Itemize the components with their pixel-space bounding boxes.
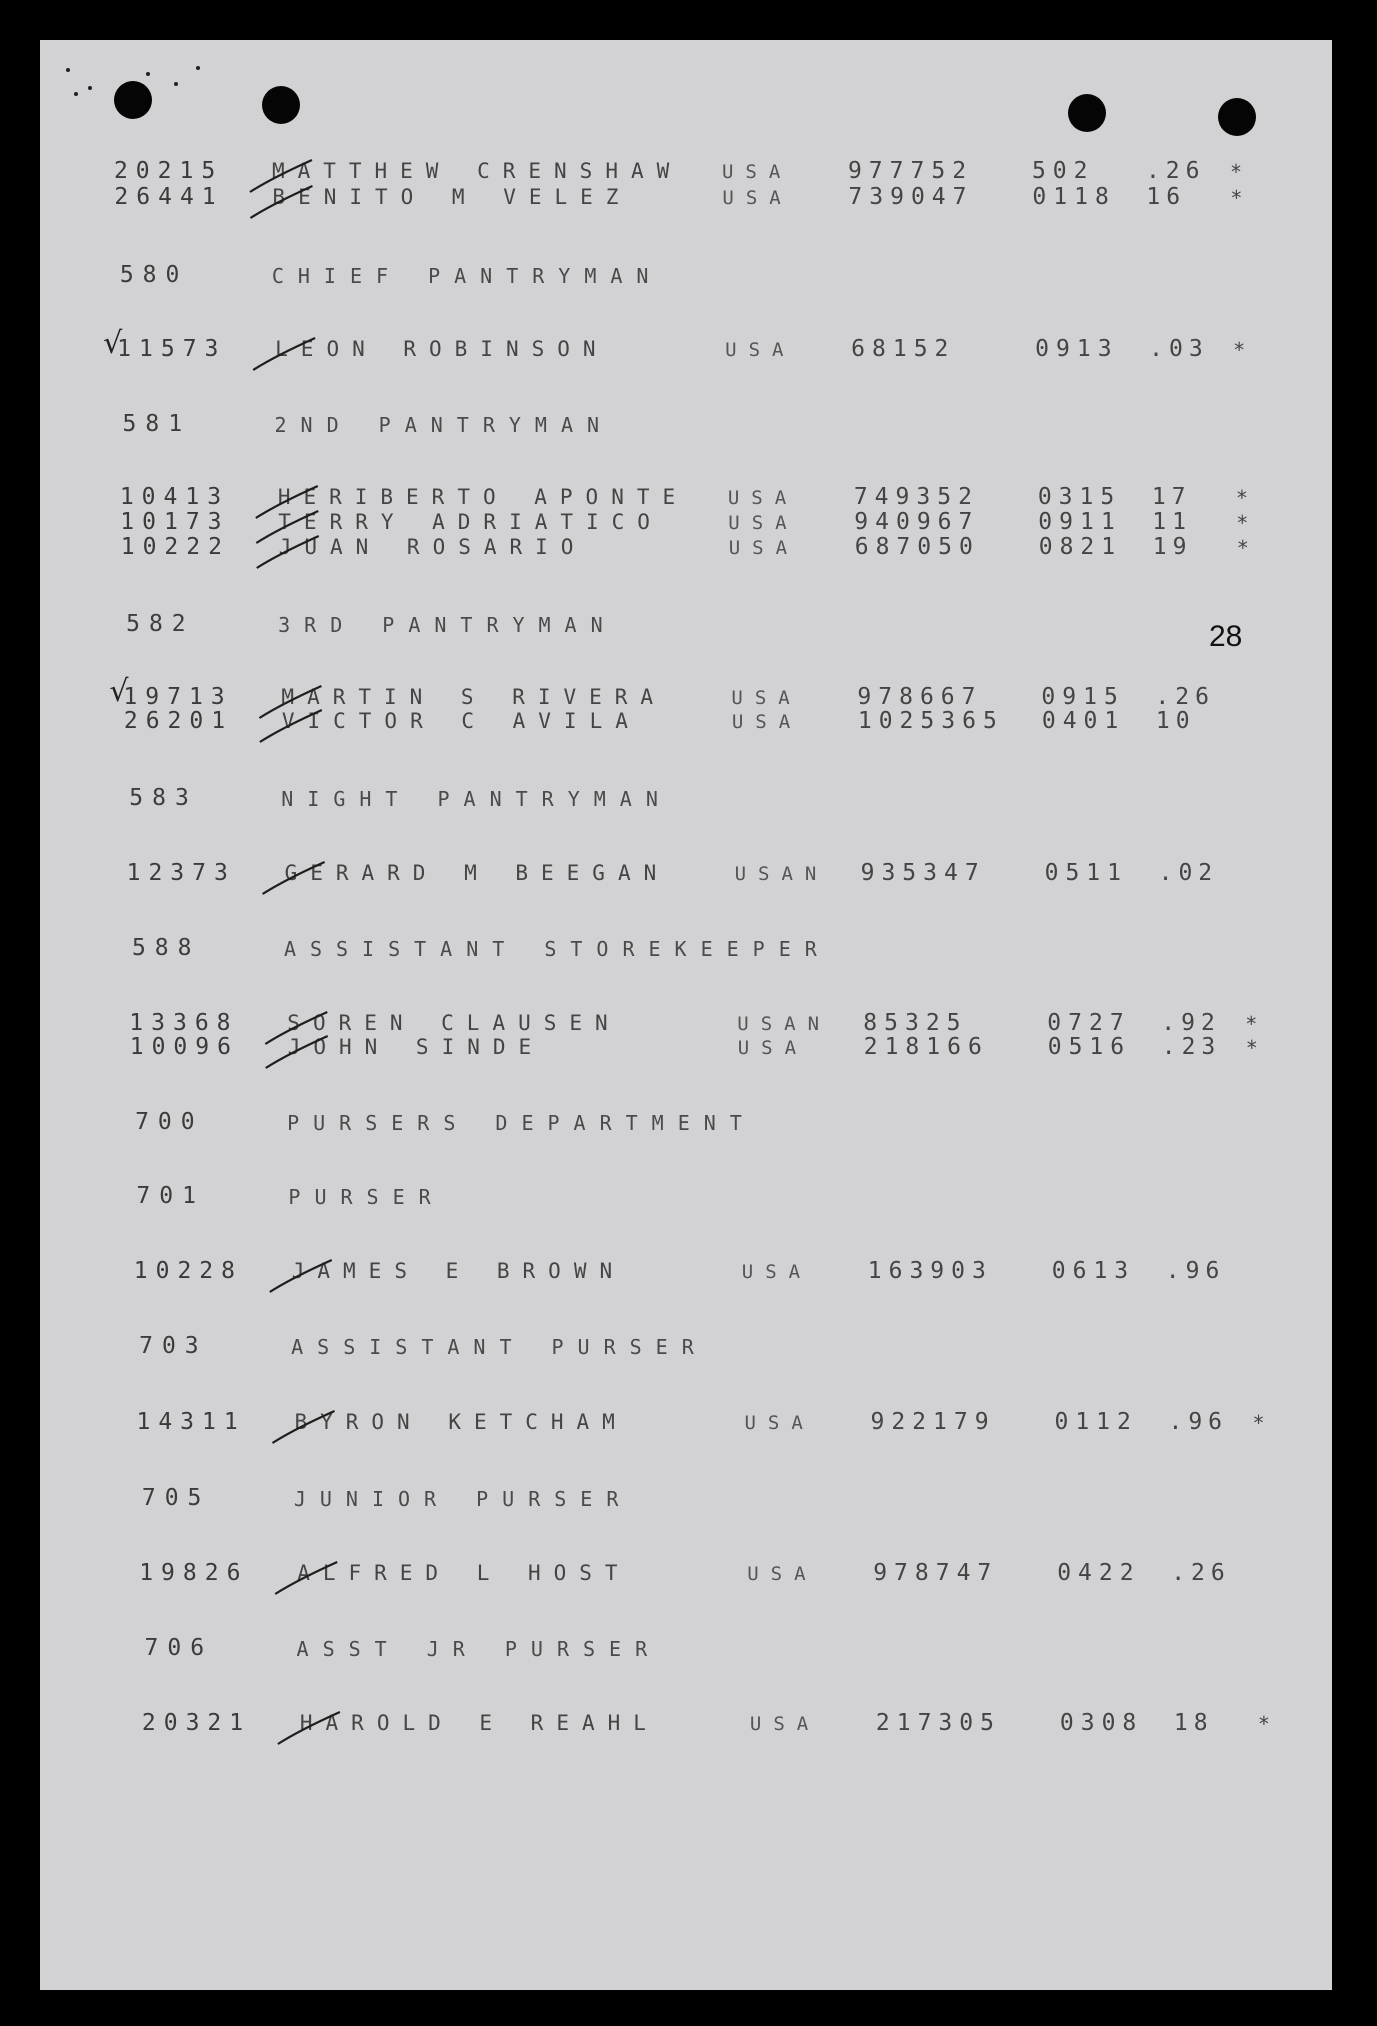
position-title: NIGHT PANTRYMAN [281,787,672,811]
crew-name: HAROLD E REAHL [299,1711,659,1735]
speck [174,82,178,86]
rating-code: 0308 [1059,1710,1144,1736]
asterisk-mark: * [1257,1712,1270,1736]
crew-number: 11573 [117,336,227,362]
rating-code: 0727 [1047,1010,1131,1036]
position-title: ASST JR PURSER [296,1637,662,1661]
wage-rate: .02 [1158,860,1219,886]
page-number: 28 [1209,620,1243,653]
crew-name: LEON ROBINSON [275,337,609,361]
nationality: USA [727,487,799,509]
crew-name: MARTIN S RIVERA [281,685,667,709]
crew-number: 10413 [119,484,230,510]
crew-name: JAMES E BROWN [291,1259,626,1283]
rating-code: 0112 [1054,1409,1138,1435]
speck [74,92,78,96]
crew-name: JUAN ROSARIO [278,535,587,559]
document-number: 218166 [863,1034,989,1060]
position-title: PURSERS DEPARTMENT [287,1111,756,1135]
position-title: PURSER [288,1185,445,1209]
crew-number: 20321 [141,1710,252,1736]
crew-number: 19713 [123,684,233,710]
rating-code: 0315 [1037,484,1122,510]
document-number: 977752 [847,158,974,184]
nationality: USAN [737,1013,832,1035]
wage-rate: .03 [1149,336,1209,362]
crew-name: JOHN SINDE [287,1035,545,1059]
punch-hole [114,81,152,119]
nationality: USA [737,1037,809,1059]
position-code: 705 [141,1485,211,1511]
nationality: USA [725,339,796,361]
speck [146,72,150,76]
wage-rate: 11 [1152,509,1192,535]
crew-number: 14311 [136,1409,246,1435]
nationality: USA [731,711,803,733]
speck [66,68,70,72]
position-code: 583 [129,785,198,811]
document-number: 935347 [860,860,986,886]
position-title: ASSISTANT PURSER [291,1335,708,1359]
asterisk-mark: * [1233,338,1246,362]
wage-rate: 17 [1151,484,1192,510]
asterisk-mark: * [1229,160,1242,184]
punch-hole [262,86,300,124]
position-code: 580 [119,262,189,288]
rating-code: 0511 [1044,860,1128,886]
crew-number: 10173 [120,509,230,535]
rating-code: 0911 [1038,509,1122,535]
crew-name: TERRY ADRIATICO [278,510,663,534]
nationality: USA [749,1713,821,1735]
document-number: 217305 [875,1710,1001,1736]
crew-number: 19826 [139,1560,249,1586]
position-title: JUNIOR PURSER [293,1487,633,1511]
position-code: 700 [135,1109,204,1135]
wage-rate: .96 [1168,1409,1229,1435]
nationality: USA [728,537,800,559]
nationality: USAN [734,863,829,885]
position-title: 3RD PANTRYMAN [278,613,617,637]
speck [88,86,92,90]
crew-name: SOREN CLAUSEN [287,1011,621,1035]
position-title: CHIEF PANTRYMAN [271,264,663,288]
wage-rate: .96 [1165,1258,1226,1284]
document-number: 940967 [854,509,980,535]
check-mark: √ [103,326,123,361]
nationality: USA [721,161,793,183]
wage-rate: .26 [1155,684,1215,710]
document-number: 978667 [857,684,983,710]
document-number: 163903 [867,1258,993,1284]
document-number: 922179 [870,1409,996,1435]
rating-code: 0821 [1038,534,1123,560]
position-code: 582 [126,611,195,637]
crew-number: 10222 [120,534,230,560]
speck [196,66,200,70]
rating-code: 502 [1031,158,1095,184]
wage-rate: .26 [1171,1560,1231,1586]
asterisk-mark: * [1235,486,1248,510]
position-code: 703 [139,1333,208,1359]
check-mark: √ [109,674,129,709]
rating-code: 0613 [1051,1258,1136,1284]
wage-rate: .26 [1145,158,1206,184]
rating-code: 0118 [1032,184,1116,210]
nationality: USA [741,1261,813,1283]
crew-number: 10096 [129,1034,239,1060]
document-number: 978747 [873,1560,999,1586]
nationality: USA [744,1412,815,1434]
crew-name: MATTHEW CRENSHAW [271,159,683,183]
wage-rate: 19 [1152,534,1193,560]
position-title: 2ND PANTRYMAN [274,413,614,437]
document-number: 749352 [853,484,979,510]
crew-number: 26441 [114,184,224,210]
crew-number: 20215 [113,158,224,184]
position-code: 701 [136,1183,205,1209]
asterisk-mark: * [1245,1036,1258,1060]
asterisk-mark: * [1230,186,1243,210]
crew-name: VICTOR C AVILA [281,709,641,733]
rating-code: 0401 [1041,708,1126,734]
crew-name: HERIBERTO APONTE [277,485,689,509]
document-number: 1025365 [857,708,1004,734]
wage-rate: 18 [1173,1710,1214,1736]
crew-number: 26201 [123,708,234,734]
document-number: 739047 [848,184,974,210]
asterisk-mark: * [1236,511,1249,535]
position-title: ASSISTANT STOREKEEPER [283,937,831,961]
crew-number: 12373 [126,860,236,886]
position-code: 581 [122,411,192,437]
wage-rate: 16 [1146,184,1187,210]
crew-name: BYRON KETCHAM [294,1410,628,1434]
nationality: USA [731,687,802,709]
position-code: 706 [144,1635,214,1661]
asterisk-mark: * [1245,1012,1258,1036]
crew-number: 13368 [129,1010,239,1036]
asterisk-mark: * [1236,536,1249,560]
document-number: 68152 [851,336,956,362]
asterisk-mark: * [1252,1411,1265,1435]
document-number: 687050 [854,534,980,560]
position-code: 588 [131,935,201,961]
crew-name: ALFRED L HOST [297,1561,631,1585]
nationality: USA [747,1563,818,1585]
crew-name: GERARD M BEEGAN [284,861,670,885]
nationality: USA [728,512,799,534]
rating-code: 0915 [1041,684,1125,710]
punch-hole [1068,94,1106,132]
wage-rate: .23 [1161,1034,1222,1060]
rating-code: 0422 [1057,1560,1141,1586]
document-number: 85325 [863,1010,968,1036]
wage-rate: .92 [1161,1010,1221,1036]
rating-code: 0913 [1035,336,1119,362]
crew-name: BENITO M VELEZ [272,185,632,209]
rating-code: 0516 [1047,1034,1132,1060]
crew-number: 10228 [133,1258,243,1284]
wage-rate: 10 [1155,708,1196,734]
nationality: USA [722,187,793,209]
punch-hole [1218,98,1256,136]
